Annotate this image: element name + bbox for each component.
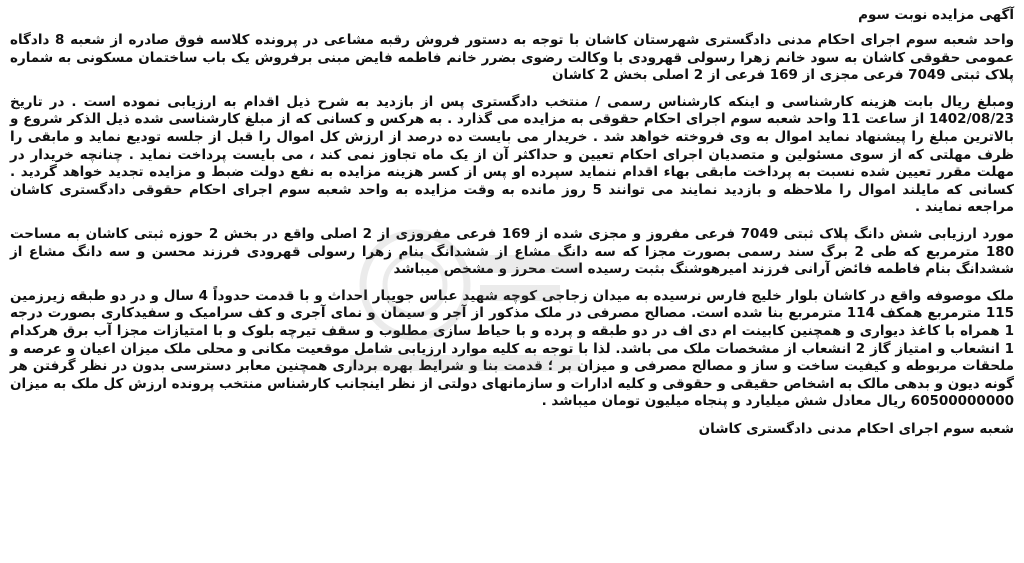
notice-title: آگهی مزایده نوبت سوم [858, 7, 1014, 23]
notice-paragraph-property-deed: مورد ارزیابی شش دانگ پلاک ثبتی 7049 فرعی مفروز و مجزی شده از 169 فرعی مفروزی از 2 اصلی واقع در بخش 2 حوزه ثبتی کاشان به مساحت 180 مترمربع که طی 2 برگ سند رسمی بصورت مجزا که سه دانگ مشاع از ششدانگ بنام زهرا رسولی قهرودی فرزند محسن و سه دانگ مشاع از ششدانگ بنام فاطمه فائض آرانی فرزند امیرهوشنگ بثبت رسیده است محرز و مشخص میباشد [10, 225, 1014, 278]
notice-signature: شعبه سوم اجرای احکام مدنی دادگستری کاشان [698, 420, 1014, 437]
notice-paragraph-property-description: ملک موصوفه واقع در کاشان بلوار خلیج فارس نرسیده به میدان زجاجی کوچه شهید عباس جویبار احداث و با قدمت حدوداً 4 سال و در دو طبقه زیرزمین 115 مترمربع همکف 114 مترمربع بنا شده است. مصالح مصرفی در ملک مذکور از آجر و سیمان و نمای آجری و کف سرامیک و سفیدکاری بصورت درجه 1 همراه با کاغذ دیواری و همچنین کابینت ام دی اف در دو طبقه و پرده و با حیاط سازی مطلوب و سقف تیرچه بلوک و با امتیازات مجزا آب برق هرکدام 1 انشعاب و امتیاز گاز 2 انشعاب از مشخصات ملک می باشد. لذا با توجه به کلیه موارد ارزیابی شامل موقعیت مکانی و محلی ملک میزان اعیان و عرصه و ملحقات مربوطه و کیفیت ساخت و ساز و مصالح مصرفی و میزان بر ؛ قدمت بنا و شرایط بهره برداری همچنین معابر دسترسی بدون در نظر گرفتن هر گونه دیون و بدهی مالک به اشخاص حقیقی و حقوقی و کلیه ادارات و سازمانهای دولتی از نظر اینجانب کارشناس منتخب پرونده ارزش کل ملک به میزان 60500000000 ریال معادل شش میلیارد و پنجاه میلیون تومان میباشد . [10, 287, 1015, 410]
auction-notice [10, 6, 1014, 557]
notice-paragraph-intro: واحد شعبه سوم اجرای احکام مدنی دادگستری شهرستان کاشان با توجه به دستور فروش رقبه مشاعی در پرونده کلاسه فوق صادره از شعبه 8 دادگاه عمومی حقوقی کاشان به سود خانم زهرا رسولی قهرودی با وکالت رضوی بضرر خانم فاطمه فایض مبنی برفروش یک باب ساختمان مسکونی به شماره پلاک ثبتی 7049 فرعی مجزی از 169 فرعی از 2 اصلی بخش 2 کاشان [10, 32, 1014, 84]
notice-paragraph-auction-terms: ومبلغ ریال بابت هزینه کارشناسی و اینکه کارشناس رسمی / منتخب دادگستری پس از بازدید به شرح ذیل اقدام به ارزیابی نموده است . در تاریخ 1402/08/23 از ساعت 11 واحد شعبه سوم اجرای احکام حقوقی به مزایده می گذارد . به هرکس و کسانی که از مبلغ کارشناسی شده ذیل الذکر شروع و بالاترین مبلغ را پیشنهاد نماید اموال به وی فروخته خواهد شد . خریدار می بایست ده درصد از ارزش کل اموال را قبل از جلسه تودیع نماید و مابقی را ظرف مهلتی که از سوی مسئولین و متصدیان اجرای احکام تعیین و حداکثر آن از یک ماه تجاوز نمی کند ، می بایست پرداخت نماید . چنانچه خریدار در مهلت مقرر تعیین شده نسبت به پرداخت مابقی بهاء اقدام ننماید سپرده او پس از کسر هزینه مزایده به نفع دولت ضبط و مزایده تجدید خواهد گردید . کسانی که مایلند اموال را ملاحظه و بازدید نمایند می توانند 5 روز مانده به وقت مزایده به واحد شعبه سوم اجرای احکام حقوقی دادگستری کاشان مراجعه نمایند . [10, 93, 1015, 216]
